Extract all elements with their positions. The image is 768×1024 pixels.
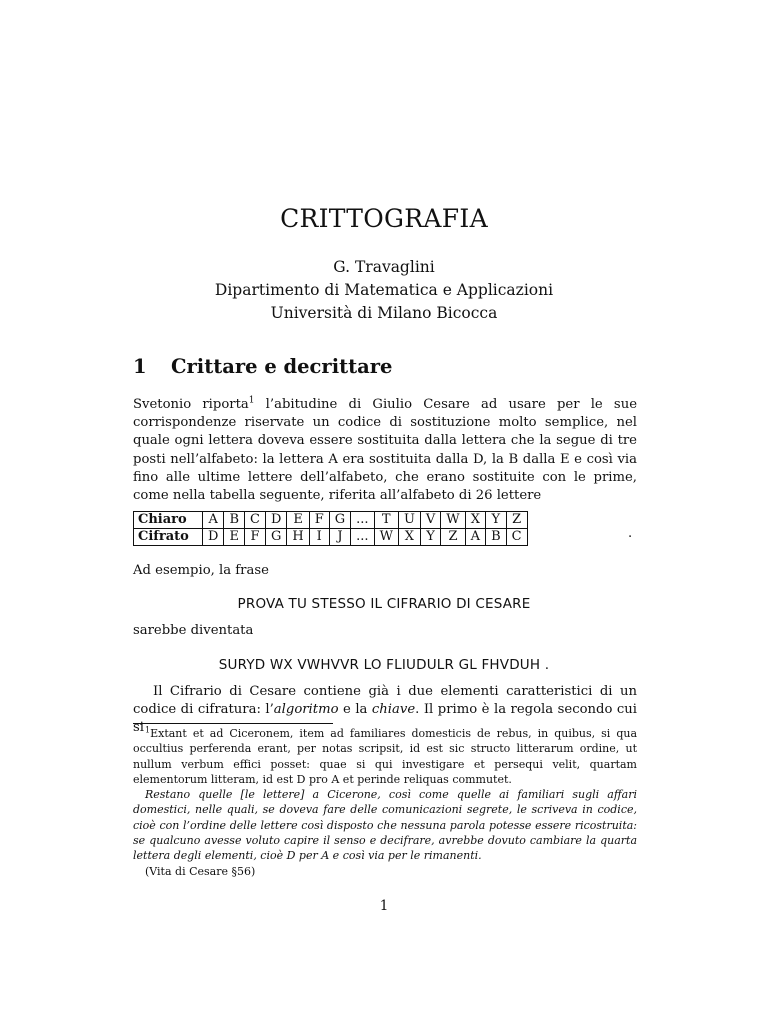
term-chiave: chiave bbox=[371, 702, 416, 718]
footnote-italian: Restano quelle [le lettere] a Cicerone, così come quelle ai familiari sugli affari domestici, nelle quali, se doveva fare delle comunicazioni segrete, le scriveva in codice, cioè con l’ordine delle lettere così disposto che nessuna parola potesse essere ricostruita: se qualcuno avesse voluto capire il senso e decifrare, avrebbe dovuto cambiare la quarta lettera degli elementi, cioè D per A e così via per le rimanenti. bbox=[133, 788, 637, 863]
table-trailing-period: . bbox=[628, 526, 633, 541]
term-algoritmo: algoritmo bbox=[273, 702, 339, 718]
cipher-cell: D bbox=[203, 529, 224, 546]
cipher-cell: F bbox=[309, 512, 329, 529]
paragraph-3: sarebbe diventata bbox=[133, 623, 254, 638]
document-title: CRITTOGRAFIA bbox=[280, 204, 488, 233]
cipher-cell: G bbox=[265, 529, 286, 546]
paragraph-4-part3: . Il primo è la regola secondo cui si bbox=[133, 702, 637, 736]
footnote-rule bbox=[133, 723, 333, 724]
page-number: 1 bbox=[379, 898, 389, 914]
cipher-cell: X bbox=[398, 529, 420, 546]
paragraph-4-part2: e la bbox=[338, 702, 372, 718]
cipher-cell: H bbox=[287, 529, 309, 546]
section-number: 1 bbox=[133, 355, 147, 378]
cipher-cell: T bbox=[374, 512, 398, 529]
cipher-cell: E bbox=[224, 529, 245, 546]
cipher-cell: C bbox=[506, 529, 527, 546]
cipher-cell: B bbox=[224, 512, 245, 529]
author-name: G. Travaglini bbox=[333, 258, 435, 276]
cipher-cell: D bbox=[265, 512, 286, 529]
paragraph-4-part1: Il Cifrario di Cesare contiene già i due elementi caratteristici di un codice di cifratura: l’ bbox=[133, 684, 637, 718]
cipher-table-wrap bbox=[133, 511, 528, 546]
footnote-latin bbox=[133, 726, 637, 787]
cipher-cell: F bbox=[245, 529, 266, 546]
paragraph-1-rest: l’abitudine di Giulio Cesare ad usare per le sue corrispondenze riservate un codice di sostituzione molto semplice, nel quale ogni lettera doveva essere sostituita dalla lettera che la segue di tre posti nell’alfabeto: la lettera A era sostituita dalla D, la B dalla E e così via fino alle ultime lettere dell’alfabeto, che erano sostituite con le prime, come nella tabella seguente, riferita all’alfabeto di 26 lettere bbox=[133, 397, 637, 504]
cipher-cell: ... bbox=[351, 529, 374, 546]
cipher-cell: Y bbox=[420, 529, 440, 546]
footnote-latin-text: Extant et ad Ciceronem, item ad familiares domesticis de rebus, in quibus, si qua occultius perferenda erant, per notas scripsit, id est sic structo litterarum ordine, ut nullum verbum effici posset: quae si qui investigare et persequi velit, quartam elementorum litteram, id est D pro A et perinde reliquas commutet. bbox=[133, 727, 637, 786]
example-ciphertext: SURYD WX VWHVVR LO FLIUDULR GL FHVDUH . bbox=[218, 657, 550, 673]
cipher-cell: Y bbox=[486, 512, 507, 529]
cipher-cell: ... bbox=[351, 512, 374, 529]
cipher-cell: Z bbox=[506, 512, 527, 529]
cipher-cell: C bbox=[245, 512, 266, 529]
cipher-table-row bbox=[134, 529, 528, 546]
cipher-cell: Z bbox=[441, 529, 465, 546]
footnote-number: 1 bbox=[145, 725, 151, 735]
cipher-cell: V bbox=[420, 512, 440, 529]
author-block bbox=[0, 256, 768, 325]
cipher-row-label: Cifrato bbox=[134, 529, 203, 546]
cipher-table bbox=[133, 511, 528, 546]
paragraph-2: Ad esempio, la frase bbox=[133, 563, 269, 578]
example-plaintext: PROVA TU STESSO IL CIFRARIO DI CESARE bbox=[237, 596, 531, 612]
cipher-row-label: Chiaro bbox=[134, 512, 203, 529]
cipher-cell: A bbox=[203, 512, 224, 529]
cipher-cell: U bbox=[398, 512, 420, 529]
cipher-cell: W bbox=[441, 512, 465, 529]
cipher-cell: W bbox=[374, 529, 398, 546]
section-heading bbox=[133, 355, 392, 378]
cipher-cell: I bbox=[309, 529, 329, 546]
cipher-cell: E bbox=[287, 512, 309, 529]
cipher-cell: J bbox=[329, 529, 350, 546]
cipher-cell: A bbox=[465, 529, 485, 546]
section-title: Crittare e decrittare bbox=[171, 355, 393, 378]
footnotes bbox=[133, 726, 637, 879]
author-department: Dipartimento di Matematica e Applicazioni bbox=[214, 281, 554, 299]
paragraph-1 bbox=[133, 396, 637, 505]
author-university: Università di Milano Bicocca bbox=[270, 304, 498, 322]
cipher-cell: X bbox=[465, 512, 485, 529]
cipher-cell: G bbox=[329, 512, 350, 529]
footnote-source: (Vita di Cesare §56) bbox=[145, 864, 256, 878]
footnote-marker: 1 bbox=[248, 395, 255, 406]
cipher-table-row bbox=[134, 512, 528, 529]
paragraph-1-start: Svetonio riporta bbox=[133, 397, 249, 412]
cipher-cell: B bbox=[486, 529, 507, 546]
